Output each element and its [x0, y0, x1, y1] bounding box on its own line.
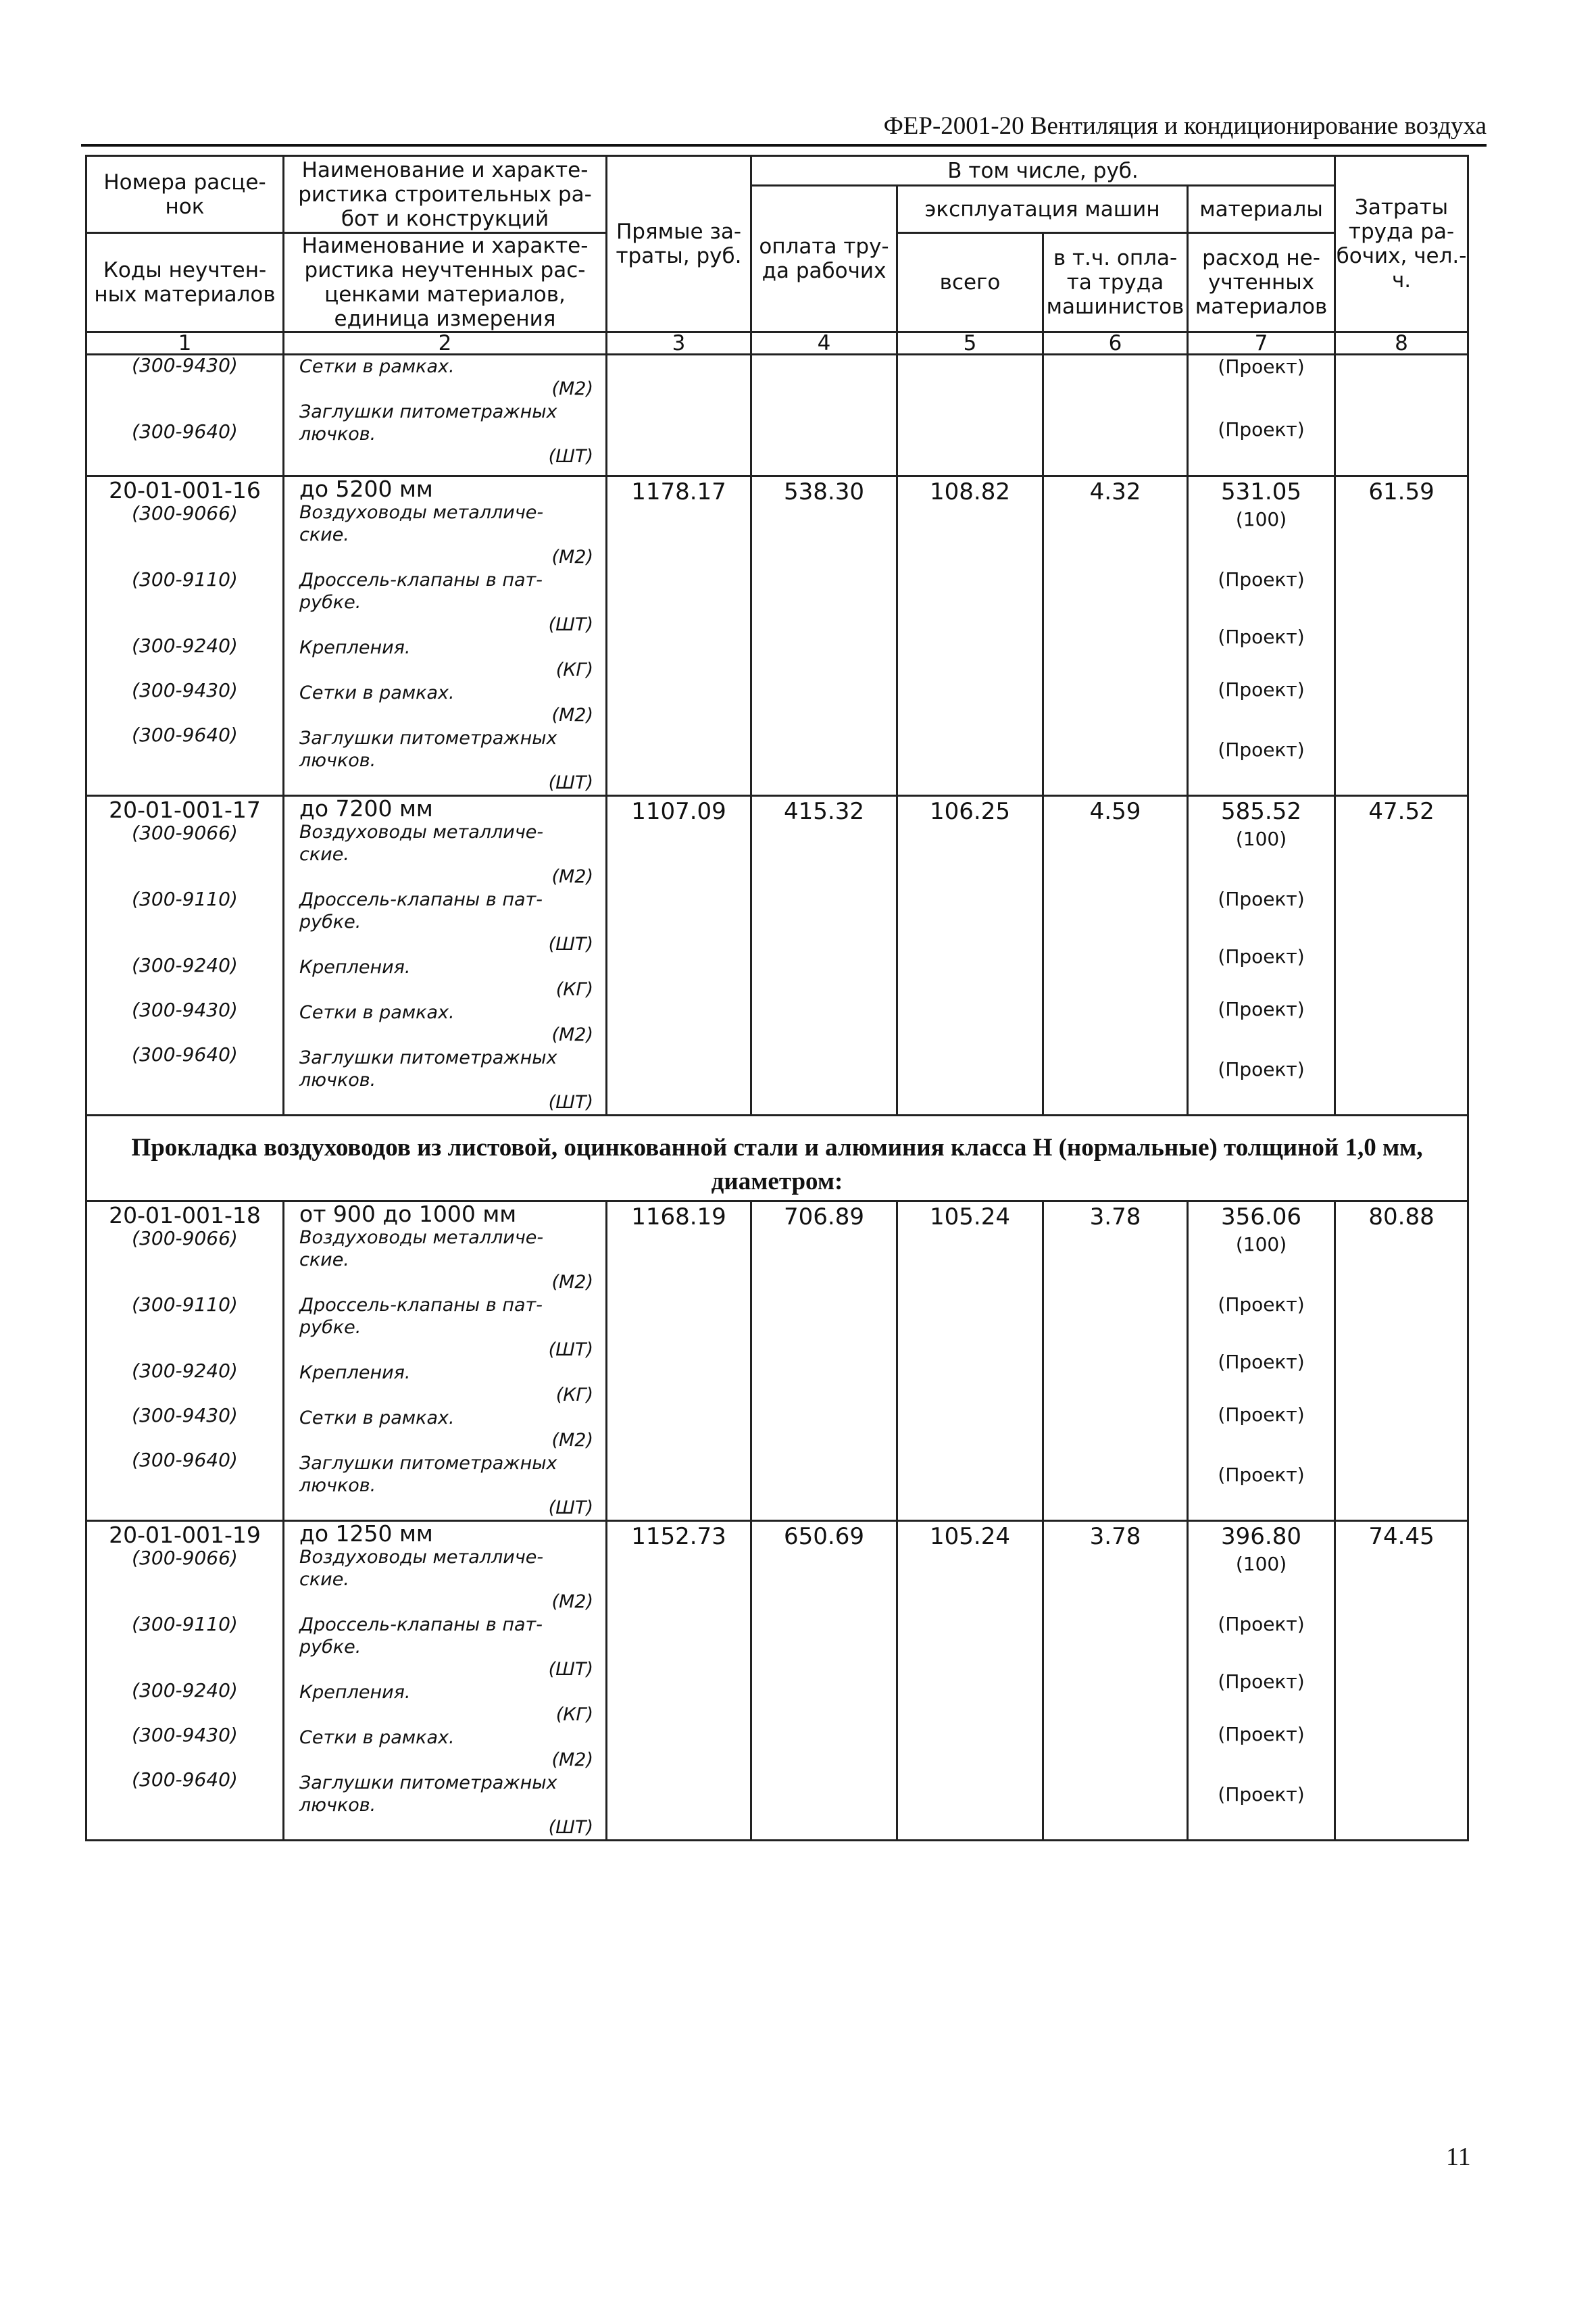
- material-name: Заглушки питометражных лючков.: [299, 401, 557, 445]
- material-usage-value: (Проект): [1218, 945, 1305, 968]
- material-usage-value: (Проект): [1218, 355, 1305, 378]
- header-title: ФЕР-2001-20 Вентиляция и кондиционирование воздуха: [883, 112, 1487, 140]
- material-unit: (КГ): [555, 1385, 593, 1405]
- material-unit: (КГ): [555, 659, 593, 680]
- col-index: 8: [1335, 332, 1468, 355]
- material-name: Заглушки питометражных лючков.: [299, 728, 557, 771]
- materials-cost: 531.05: [1221, 478, 1301, 505]
- material-usage-value: (Проект): [1218, 1464, 1305, 1486]
- material-code: (300-9066): [132, 822, 238, 844]
- material-unit: (М2): [551, 378, 593, 399]
- material-usage-value: (Проект): [1218, 1293, 1305, 1316]
- material-usage-value: (Проект): [1218, 626, 1305, 648]
- header-machines: эксплуатация машин: [897, 186, 1188, 233]
- material-usage-value: (Проект): [1218, 1403, 1305, 1426]
- materials-cost: 585.52: [1221, 798, 1301, 825]
- col-index: 7: [1188, 332, 1335, 355]
- labor-hours: 80.88: [1335, 1201, 1468, 1521]
- material-unit: (М2): [551, 705, 593, 726]
- col-index: 3: [607, 332, 751, 355]
- labor-hours: 61.59: [1335, 476, 1468, 796]
- col-index: 2: [284, 332, 607, 355]
- direct-costs: 1178.17: [607, 476, 751, 796]
- material-code: (300-9640): [132, 1449, 238, 1471]
- material-unit: (ШТ): [548, 1497, 593, 1518]
- material-unit: (М2): [551, 1272, 593, 1293]
- rate-code: 20-01-001-17: [109, 797, 261, 823]
- machinists-pay: 3.78: [1043, 1201, 1188, 1521]
- col-index: 4: [751, 332, 897, 355]
- rates-table: [85, 155, 1469, 1841]
- machinists-pay: 4.32: [1043, 476, 1188, 796]
- labor-hours: 47.52: [1335, 796, 1468, 1116]
- material-name: Заглушки питометражных лючков.: [299, 1047, 557, 1091]
- material-usage-value: (Проект): [1218, 1351, 1305, 1373]
- material-code: (300-9430): [132, 999, 238, 1021]
- material-usage-value: (Проект): [1218, 888, 1305, 910]
- material-unit: (КГ): [555, 979, 593, 1000]
- material-code: (300-9640): [132, 1043, 238, 1066]
- section-header-row: [86, 1116, 1468, 1201]
- direct-costs: 1107.09: [607, 796, 751, 1116]
- material-usage-value: (Проект): [1218, 1723, 1305, 1745]
- material-usage-value: (Проект): [1218, 998, 1305, 1020]
- header-wages: оплата тру-да рабочих: [751, 186, 897, 332]
- material-code: (300-9066): [132, 502, 238, 524]
- material-name: Воздуховоды металличе-ские.: [299, 1227, 544, 1270]
- machinists-pay: 3.78: [1043, 1521, 1188, 1841]
- material-usage-value: (Проект): [1218, 739, 1305, 761]
- header-direct-costs: Прямые за-траты, руб.: [607, 156, 751, 332]
- material-code: (300-9430): [132, 354, 238, 376]
- material-name: Воздуховоды металличе-ские.: [299, 1547, 544, 1590]
- material-usage-value: (100): [1235, 1233, 1287, 1255]
- material-usage-value: (Проект): [1218, 678, 1305, 701]
- col-index: 5: [897, 332, 1043, 355]
- column-index-row: [86, 332, 1468, 355]
- material-usage-value: (Проект): [1218, 1783, 1305, 1806]
- material-code: (300-9110): [132, 1293, 238, 1316]
- material-name: Сетки в рамках.: [299, 682, 455, 703]
- material-code: (300-9110): [132, 888, 238, 910]
- material-unit: (ШТ): [548, 446, 593, 467]
- material-name: Заглушки питометражных лючков.: [299, 1772, 557, 1816]
- material-code: (300-9240): [132, 954, 238, 976]
- material-name: Сетки в рамках.: [299, 1408, 455, 1428]
- material-unit: (ШТ): [548, 614, 593, 635]
- material-code: (300-9110): [132, 568, 238, 591]
- material-code: (300-9430): [132, 1724, 238, 1746]
- material-name: Сетки в рамках.: [299, 1002, 455, 1023]
- material-usage-value: (Проект): [1218, 568, 1305, 591]
- material-unit: (М2): [551, 866, 593, 887]
- header-rate-numbers: Номера расце-нок: [86, 156, 284, 233]
- material-name: Дроссель-клапаны в пат-рубке.: [299, 570, 543, 613]
- table-header: [86, 156, 1468, 355]
- material-name: Крепления.: [299, 957, 411, 978]
- material-code: (300-9110): [132, 1613, 238, 1635]
- machines-total: 108.82: [897, 476, 1043, 796]
- col-index: 1: [86, 332, 284, 355]
- material-unit: (ШТ): [548, 1339, 593, 1360]
- material-usage-value: (100): [1235, 508, 1287, 530]
- rate-row: [86, 1201, 1468, 1521]
- material-usage-value: (100): [1235, 1553, 1287, 1575]
- rate-name: до 1250 мм: [299, 1520, 433, 1547]
- material-code: (300-9240): [132, 634, 238, 657]
- material-code: (300-9640): [132, 420, 238, 443]
- header-rule: [81, 144, 1487, 147]
- material-name: Крепления.: [299, 1362, 411, 1383]
- material-name: Воздуховоды металличе-ские.: [299, 502, 544, 545]
- page-number: 11: [1446, 2143, 1471, 2171]
- material-name: Воздуховоды металличе-ские.: [299, 822, 544, 865]
- wages: 650.69: [751, 1521, 897, 1841]
- material-code: (300-9240): [132, 1679, 238, 1701]
- wages: 415.32: [751, 796, 897, 1116]
- header-material-name: Наименование и характе-ристика неучтенных рас-ценками материалов, единица измерения: [284, 233, 607, 332]
- machines-total: 105.24: [897, 1521, 1043, 1841]
- rate-row: [86, 1521, 1468, 1841]
- machines-total: 105.24: [897, 1201, 1043, 1521]
- direct-costs: 1152.73: [607, 1521, 751, 1841]
- header-materials: материалы: [1188, 186, 1335, 233]
- wages: 538.30: [751, 476, 897, 796]
- material-unit: (КГ): [555, 1704, 593, 1725]
- material-name: Крепления.: [299, 1682, 411, 1703]
- material-unit: (ШТ): [548, 1659, 593, 1680]
- rate-code: 20-01-001-19: [109, 1522, 261, 1548]
- material-name: Сетки в рамках.: [299, 356, 455, 377]
- header-material-codes: Коды неучтен-ных материалов: [86, 233, 284, 332]
- material-code: (300-9240): [132, 1360, 238, 1382]
- machinists-pay: 4.59: [1043, 796, 1188, 1116]
- continuation-row: [86, 355, 1468, 476]
- material-unit: (М2): [551, 1024, 593, 1045]
- material-usage-value: (Проект): [1218, 418, 1305, 441]
- header-material-usage: расход не-учтенных материалов: [1188, 233, 1335, 332]
- material-unit: (ШТ): [548, 1817, 593, 1838]
- material-name: Крепления.: [299, 637, 411, 658]
- header-labor-hours: Затраты труда ра-бочих, чел.-ч.: [1335, 156, 1468, 332]
- material-unit: (М2): [551, 1749, 593, 1770]
- material-unit: (ШТ): [548, 934, 593, 955]
- rate-row: [86, 796, 1468, 1116]
- material-usage-value: (Проект): [1218, 1613, 1305, 1635]
- rate-code: 20-01-001-18: [109, 1202, 261, 1228]
- material-usage-value: (100): [1235, 828, 1287, 850]
- material-unit: (ШТ): [548, 772, 593, 793]
- material-name: Заглушки питометражных лючков.: [299, 1453, 557, 1496]
- material-code: (300-9640): [132, 1768, 238, 1791]
- col-index: 6: [1043, 332, 1188, 355]
- labor-hours: 74.45: [1335, 1521, 1468, 1841]
- material-usage-value: (Проект): [1218, 1670, 1305, 1693]
- material-code: (300-9066): [132, 1547, 238, 1569]
- material-name: Дроссель-клапаны в пат-рубке.: [299, 1614, 543, 1658]
- material-unit: (М2): [551, 1430, 593, 1451]
- rate-row: [86, 476, 1468, 796]
- material-unit: (ШТ): [548, 1092, 593, 1113]
- rate-name: до 7200 мм: [299, 795, 433, 822]
- materials-cost: 396.80: [1221, 1523, 1301, 1550]
- material-code: (300-9066): [132, 1227, 238, 1249]
- header-work-name: Наименование и характе-ристика строительных ра-бот и конструкций: [284, 156, 607, 233]
- material-name: Сетки в рамках.: [299, 1727, 455, 1748]
- wages: 706.89: [751, 1201, 897, 1521]
- materials-cost: 356.06: [1221, 1203, 1301, 1230]
- material-unit: (М2): [551, 547, 593, 568]
- rate-code: 20-01-001-16: [109, 477, 261, 503]
- material-name: Дроссель-клапаны в пат-рубке.: [299, 1295, 543, 1338]
- header-machinists-pay: в т.ч. опла-та труда машинистов: [1043, 233, 1188, 332]
- material-code: (300-9430): [132, 679, 238, 701]
- rate-name: от 900 до 1000 мм: [299, 1201, 517, 1227]
- header-group: В том числе, руб.: [751, 156, 1335, 186]
- material-code: (300-9430): [132, 1404, 238, 1426]
- section-title: Прокладка воздуховодов из листовой, оцинкованной стали и алюминия класса Н (нормальные) толщиной 1,0 мм, диаметром:: [86, 1116, 1468, 1201]
- material-usage-value: (Проект): [1218, 1058, 1305, 1080]
- material-code: (300-9640): [132, 724, 238, 746]
- material-name: Дроссель-клапаны в пат-рубке.: [299, 889, 543, 932]
- direct-costs: 1168.19: [607, 1201, 751, 1521]
- rate-name: до 5200 мм: [299, 476, 433, 502]
- machines-total: 106.25: [897, 796, 1043, 1116]
- header-machines-total: всего: [897, 233, 1043, 332]
- material-unit: (М2): [551, 1591, 593, 1612]
